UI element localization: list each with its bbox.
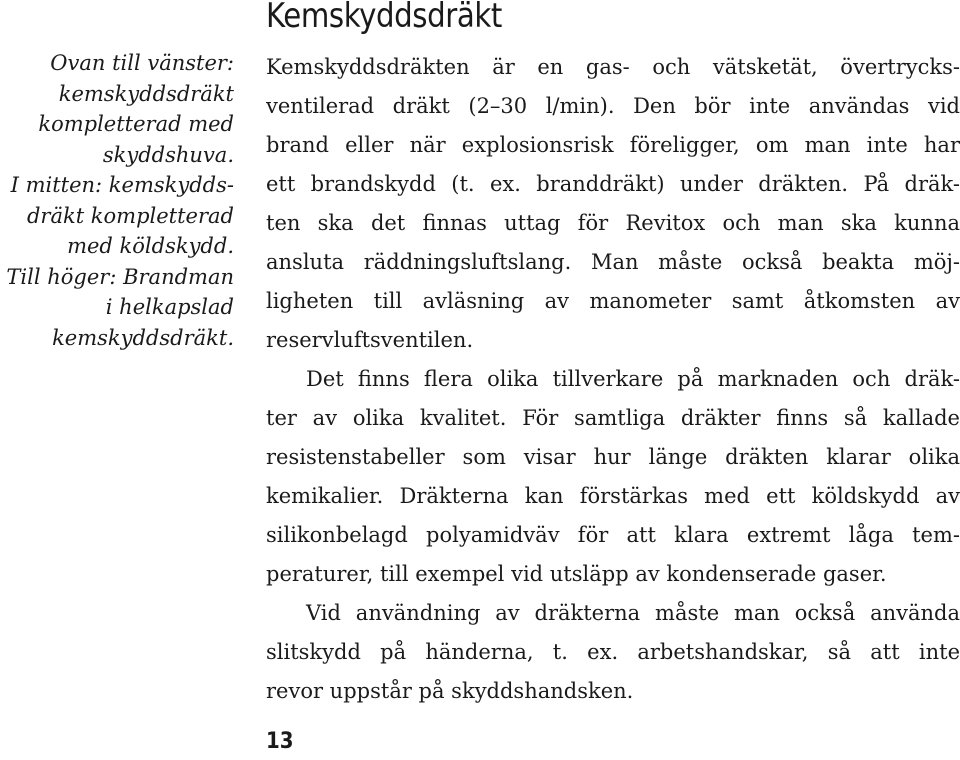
body-line: slitskydd på händerna, t. ex. arbetshandskar, så att inte [266,640,960,664]
body-line: brand eller när explosionsrisk föreligger, om man inte har [266,133,960,157]
body-line: ligheten till avläsning av manometer samt åtkomsten av [266,289,960,313]
caption-line: kemskyddsdräkt. [52,325,234,350]
caption-line: dräkt kompletterad [26,203,234,228]
body-line: Det finns flera olika tillverkare på marknaden och dräk- [306,367,960,391]
body-line: reservluftsventilen. [266,328,474,352]
body-line: Vid användning av dräkterna måste man också använda [306,601,960,625]
caption-line: Till höger: Brandman [6,264,234,289]
body-line: ventilerad dräkt (2–30 l/min). Den bör inte användas vid [266,94,960,118]
body-line: ett brandskydd (t. ex. branddräkt) under dräkten. På dräk- [266,172,960,196]
caption-line: I mitten: kemskydds- [10,173,234,197]
body-line: kemikalier. Dräkterna kan förstärkas med ett köldskydd av [266,484,960,508]
figure-caption [0,48,234,353]
caption-line: Ovan till vänster: [50,51,234,75]
caption-line: kemskyddsdräkt [58,81,234,106]
section-heading: Kemskyddsdräkt [266,0,502,36]
caption-line: i helkapslad [105,295,234,319]
caption-line: med köldskydd. [67,234,234,258]
body-line: ansluta räddningsluftslang. Man måste också beakta möj- [266,250,960,274]
caption-line: skyddshuva. [102,142,234,167]
body-line: revor uppstår på skyddshandsken. [266,679,634,703]
body-text [266,48,960,711]
body-line: peraturer, till exempel vid utsläpp av kondenserade gaser. [266,562,887,586]
page-number: 13 [266,729,294,754]
body-line: ten ska det finnas uttag för Revitox och man ska kunna [266,211,960,235]
caption-line: kompletterad med [38,112,234,136]
body-line: resistenstabeller som visar hur länge dräkten klarar olika [266,445,960,469]
body-line: Kemskyddsdräkten är en gas- och vätsketät, övertrycks- [266,55,960,79]
body-line: ter av olika kvalitet. För samtliga dräkter finns så kallade [266,406,960,430]
body-line: silikonbelagd polyamidväv för att klara extremt låga tem- [266,523,960,547]
